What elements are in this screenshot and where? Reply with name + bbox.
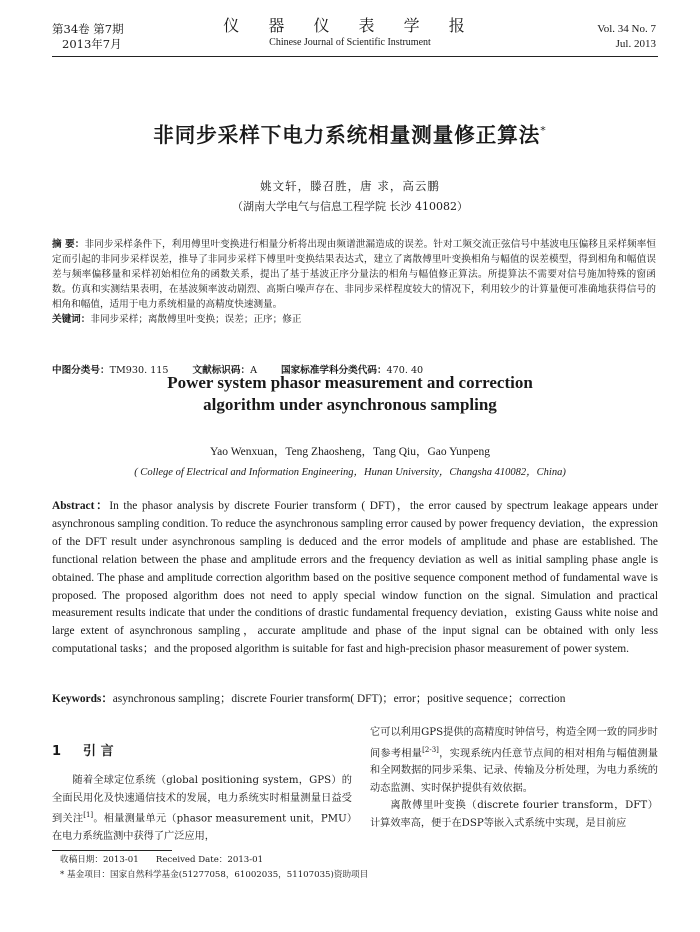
- right-paragraph-2: 离散傅里叶变换（discrete fourier transform，DFT）计算效率高，便于在DSP等嵌入式系统中实现，是目前应: [370, 800, 658, 829]
- right-column: [370, 724, 658, 832]
- affiliation-cn: （湖南大学电气与信息工程学院 长沙 410082）: [232, 200, 468, 213]
- date-en: Jul. 2013: [615, 38, 656, 50]
- std-code-label: 国家标准学科分类代码：: [281, 365, 387, 376]
- title-cn-text: 非同步采样下电力系统相量测量修正算法: [153, 123, 541, 147]
- section-number: 1: [52, 744, 62, 759]
- header-right: [597, 22, 656, 52]
- clc-label: 中图分类号：: [52, 365, 110, 376]
- journal-name-cn: 仪 器 仪 表 学 报: [223, 16, 477, 35]
- authors-en: Yao Wenxuan，Teng Zhaosheng，Tang Qiu，Gao Yunpeng: [210, 446, 490, 458]
- footnote-fund: * 基金项目：国家自然科学基金(51277058，61002035，51107035)资助项目: [60, 870, 369, 880]
- abstract-en: [52, 498, 658, 659]
- volume-en: Vol. 34 No. 7: [597, 23, 656, 35]
- keywords-cn-text: 非同步采样；离散傅里叶变换；误差；正序；修正: [90, 314, 302, 325]
- intro-text-a: 随着全球定位系统（global positioning system，GPS）的全面民用化及快速通信技术的发展，电力系统实时相量测量日益受到关注: [52, 775, 352, 825]
- right-text-a: 它可以利用GPS提供的高精度时钟信号，构造全网一致的同步时间参考相量: [370, 727, 658, 759]
- right-paragraph-1: [370, 724, 658, 797]
- keywords-cn-label: 关键词：: [52, 314, 91, 325]
- keywords-en: [52, 690, 565, 706]
- abstract-en-label: Abstract：: [52, 500, 110, 512]
- paper-title-en: Power system phasor measurement and correction algorithm under asynchronous sampling: [167, 373, 533, 414]
- section-heading: [52, 740, 114, 759]
- intro-text-b: 。相量测量单元（phasor measurement unit，PMU）在电力系统监测中获得了广泛应用，: [52, 813, 353, 842]
- clc-value: TM930. 115: [109, 365, 169, 376]
- abstract-cn-label: 摘 要：: [52, 239, 85, 250]
- doc-code-value: A: [250, 365, 258, 376]
- footnote-received: 收稿日期：2013-01 Received Date：2013-01: [60, 855, 264, 865]
- abstract-en-text: In the phasor analysis by discrete Fourier transform ( DFT)，the error caused by spectrum leakage appears under asynchronous sampling condition. To reduce the asynchronous sampling error caused by power frequency deviation，the expression of the DFT result under asynchronous sampling is deduced and the error models of amplitude and phase are established. The functional relation between the phase and amplitude errors and the frequency deviation as well as initial sampling phase angle is obtained. The phase and amplitude correction algorithm based on the positive sequence component method of fundamental wave is proposed. The proposed algorithm does not need to apply special window function on the signal. Simulation and practical measurement results indicate that under the conditions of drastic fundamental frequency deviation，existing Gauss white noise and large extent of asynchronous sampling，accurate amplitude and phase of the input signal can be obtained with only less computational tasks；and the proposed algorithm is suitable for fast and high-precision phasor measurement of power system.: [52, 500, 659, 656]
- citation-2-3: [2-3]: [422, 745, 439, 754]
- volume-cn: 第34卷 第7期: [52, 22, 124, 36]
- abstract-cn-text: 非同步采样条件下，利用傅里叶变换进行相量分析将出现由频谱泄漏造成的误差。针对工频交流正弦信号中基波电压偏移且采样频率恒定而引起的非同步采样误差，推导了非同步采样下傅里叶变换结果表达式，建立了离散傅里叶变换相角与幅值的误差模型，得到相角和幅值误差与频率偏移量和采样初始相位角的函数关系，提出了基于基波正序分量法的相角与幅值修正算法。所提算法不需要对信号施加特殊的窗函数。仿真和实测结果表明，在基波频率波动剧烈、高斯白噪声存在、非同步采样程度较大的情况下，利用较少的计算量便可准确地获得信号的相角和幅值，适用于电力系统相量的高精度快速测量。: [52, 239, 656, 310]
- header-rule: [52, 56, 658, 57]
- authors-cn: 姚文轩，滕召胜，唐 求，高云鹏: [260, 179, 440, 193]
- journal-header: [0, 16, 700, 49]
- keywords-en-label: Keywords：: [52, 693, 113, 705]
- std-code-value: 470. 40: [386, 365, 424, 376]
- date-cn: 2013年7月: [62, 37, 122, 51]
- abstract-cn: [52, 237, 656, 327]
- intro-paragraph: [52, 772, 352, 845]
- doc-code-label: 文献标识码：: [192, 365, 251, 376]
- affiliation-en: ( College of Electrical and Information Engineering，Hunan University，Changsha 410082，China): [134, 467, 566, 478]
- right-text-b: ，实现系统内任意节点间的相对相角与幅值测量和全网数据的同步采集、记录、传输及分析处理，为电力系统的动态监测、实时保护提供有效依据。: [370, 747, 659, 794]
- citation-1: [1]: [83, 811, 94, 819]
- keywords-en-text: asynchronous sampling；discrete Fourier transform( DFT)；error；positive sequence；correction: [112, 693, 566, 705]
- title-footnote-mark: *: [540, 124, 547, 138]
- footnote-rule: [52, 850, 172, 851]
- journal-name-en: Chinese Journal of Scientific Instrument: [269, 37, 431, 48]
- section-title: 引 言: [83, 744, 114, 759]
- paper-title-cn: [0, 118, 700, 148]
